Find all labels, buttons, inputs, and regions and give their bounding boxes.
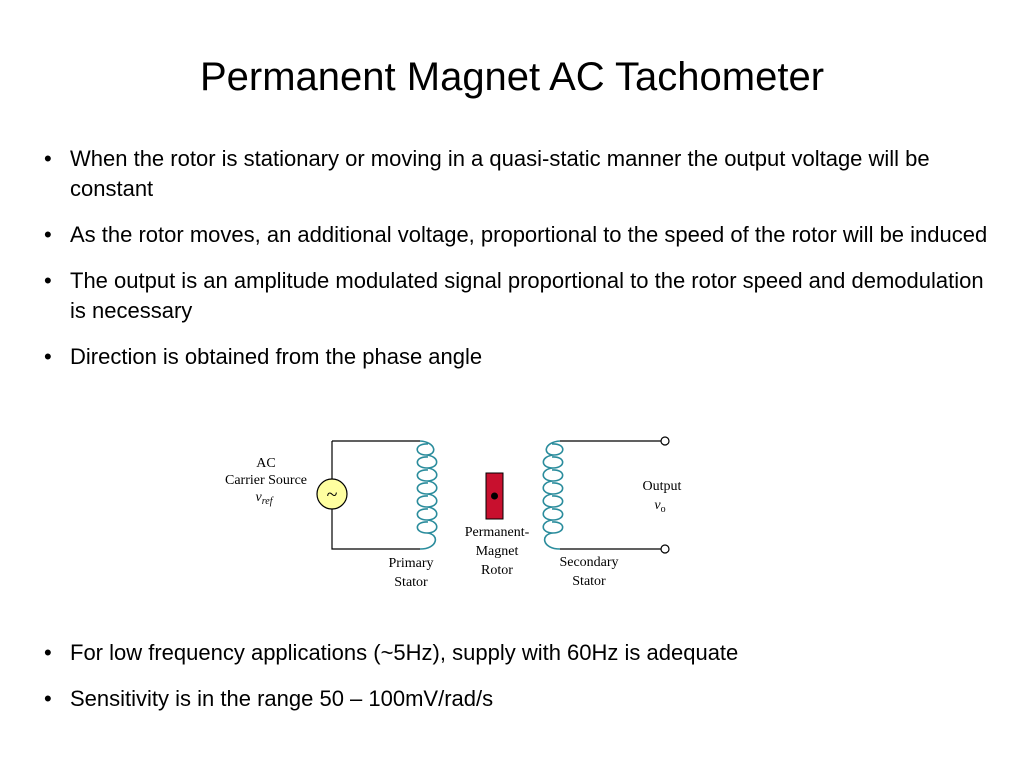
bullet-list-bottom xyxy=(42,638,992,730)
output-terminal-bottom xyxy=(661,545,669,553)
rotor-label-3: Rotor xyxy=(481,563,513,578)
bullet-dot: • xyxy=(44,344,52,369)
source-symbol-vref xyxy=(256,490,274,507)
output-symbol-vo xyxy=(654,498,665,515)
rotor-label-1: Permanent- xyxy=(464,525,530,540)
secondary-wire xyxy=(560,441,661,549)
rotor-axle xyxy=(491,493,498,500)
secondary-label-1: Secondary xyxy=(559,555,619,570)
slide-title: Permanent Magnet AC Tachometer xyxy=(199,55,825,99)
secondary-coil xyxy=(543,441,563,549)
bullet-item xyxy=(42,638,992,668)
primary-coil xyxy=(417,441,437,549)
primary-label-2: Stator xyxy=(394,575,428,590)
bullet-item xyxy=(42,684,992,714)
bullet-text: The output is an amplitude modulated signal proportional to the rotor speed and demodulation is necessary xyxy=(70,268,984,323)
source-label-ac: AC xyxy=(256,456,276,471)
vo-sub: o xyxy=(660,504,666,515)
vref-main: v xyxy=(255,490,262,505)
bullet-text: When the rotor is stationary or moving in a quasi-static manner the output voltage will be constant xyxy=(70,146,930,201)
bullet-text: As the rotor moves, an additional voltage, proportional to the speed of the rotor will be induced xyxy=(70,222,988,247)
bullet-text: For low frequency applications (~5Hz), supply with 60Hz is adequate xyxy=(70,640,739,665)
primary-label-1: Primary xyxy=(388,556,434,571)
vo-main: v xyxy=(654,498,661,513)
rotor-label-2: Magnet xyxy=(475,544,519,559)
bullet-text: Direction is obtained from the phase angle xyxy=(70,344,483,369)
output-label: Output xyxy=(642,479,682,494)
bullet-dot: • xyxy=(44,268,52,293)
secondary-label-2: Stator xyxy=(572,574,606,589)
ac-source-glyph: ~ xyxy=(326,484,338,506)
source-label-carrier: Carrier Source xyxy=(224,473,308,488)
bullet-text: Sensitivity is in the range 50 – 100mV/rad/s xyxy=(70,686,494,711)
vref-sub: ref xyxy=(261,496,273,507)
bullet-dot: • xyxy=(44,222,52,247)
output-terminal-top xyxy=(661,437,669,445)
bullet-dot: • xyxy=(44,640,52,665)
bullet-dot: • xyxy=(44,146,52,171)
bullet-dot: • xyxy=(44,686,52,711)
